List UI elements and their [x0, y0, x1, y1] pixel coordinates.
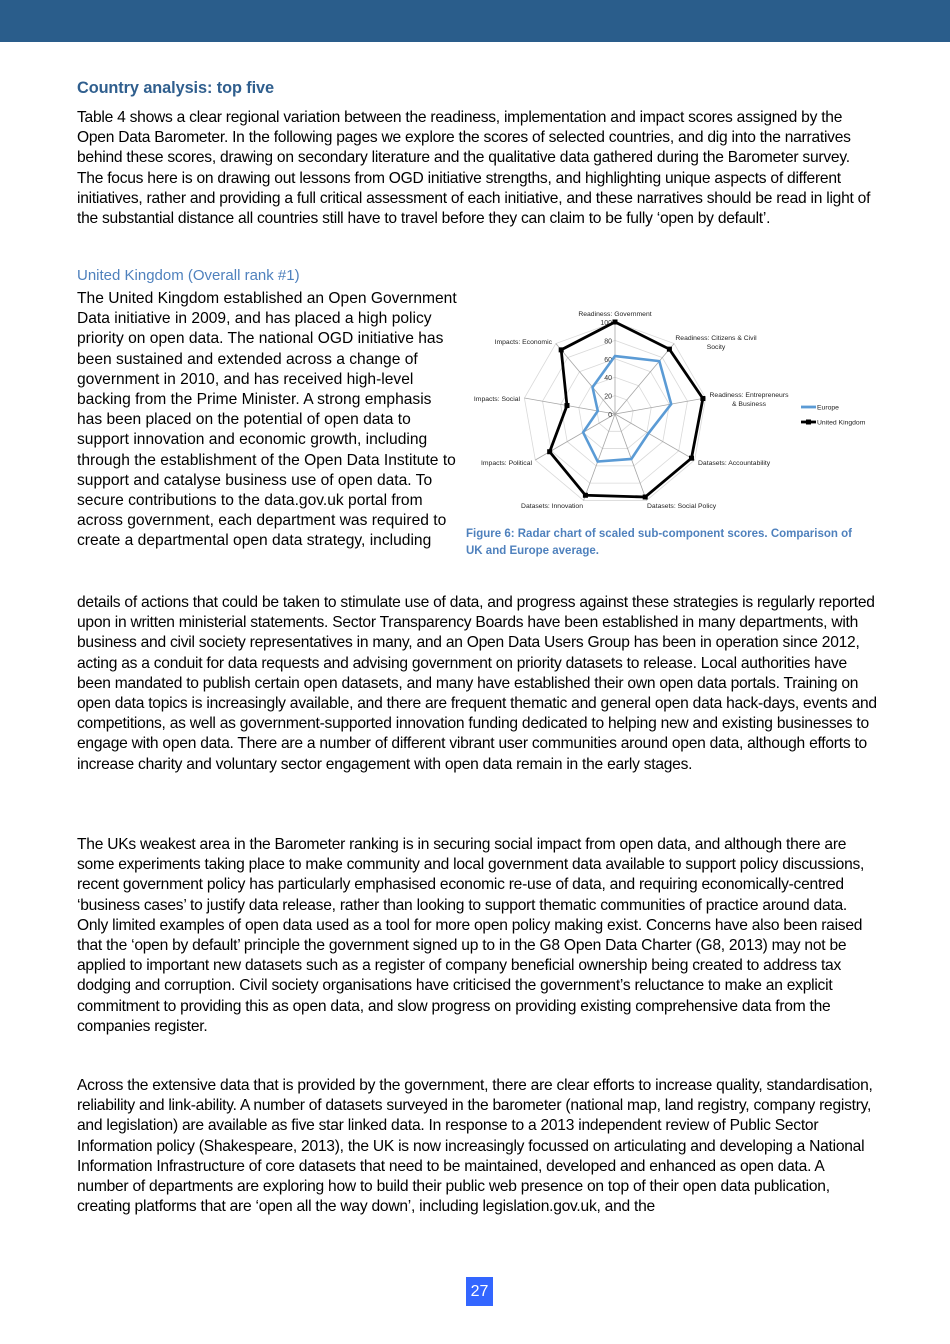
header-bar	[0, 0, 950, 42]
radial-tick-label: 100	[600, 320, 612, 327]
category-label: Impacts: Social	[473, 396, 520, 403]
category-label: Readiness: Entrepreneurs & Business	[709, 392, 789, 408]
category-label: Impacts: Political	[481, 460, 532, 467]
radar-chart	[466, 305, 872, 520]
radial-tick-label: 40	[604, 375, 612, 383]
data-marker	[700, 396, 705, 401]
uk-heading: United Kingdom (Overall rank #1)	[77, 267, 300, 284]
axis-spoke	[524, 398, 615, 414]
data-marker	[689, 456, 694, 461]
category-label: Datasets: Accountability	[698, 460, 771, 467]
category-label: Readiness: Citizens & Civil Socity	[675, 335, 757, 351]
data-marker	[559, 347, 564, 352]
data-marker	[643, 494, 648, 499]
data-marker	[547, 449, 552, 454]
category-label: Datasets: Innovation	[521, 503, 583, 510]
figure-caption: Figure 6: Radar chart of scaled sub-component scores. Comparison of UK and Europe average.	[466, 528, 852, 557]
legend-label: Europe	[817, 404, 839, 412]
radial-tick-label: 20	[604, 393, 612, 401]
radar-chart-figure	[466, 305, 872, 520]
section-title: Country analysis: top five	[77, 78, 275, 97]
radial-tick-label: 60	[604, 356, 612, 364]
legend-marker	[806, 420, 811, 425]
axis-spoke	[615, 414, 646, 500]
radial-tick-label: 80	[604, 338, 612, 346]
axis-spoke	[615, 398, 706, 414]
legend-label: United Kingdom	[817, 419, 866, 427]
category-label: Datasets: Social Policy	[647, 503, 717, 510]
uk-paragraph-1-continued: details of actions that could be taken to stimulate use of data, and progress against these strategies is regularly reported upon in written ministerial statements. Sector Transparency Boards have been established in many departments, with business and civil society representatives in many, and an Open Data Users Group has been in operation since 2012, acting as a conduit for data requests and advising government on priority datasets to release. Local authorities have been mandated to publish certain open datasets, and many have established their own open data portals. Training on open data topics is increasingly available, and there are frequent thematic and general open data hack-days, events and competitions, as well as government-supported innovation funding dedicated to helping new and existing businesses to engage with open data. There are a number of different vibrant user communities around open data, although efforts to increase charity and voluntary sector engagement with open data remain in the early stages.	[77, 594, 877, 773]
uk-paragraph-1-wrapped: The United Kingdom established an Open Government Data initiative in 2009, and has placed a high policy priority on open data. The national OGD initiative has been sustained and extended across a change of government in 2010, and has received high-level backing from the Prime Minister. A strong emphasis has been placed on the potential of open data to support innovation and economic growth, including through the establishment of the Open Data Institute to support and catalyse business use of open data. To secure contributions to the data.gov.uk portal from across government, each department was required to create a departmental open data strategy, including	[77, 290, 457, 550]
data-marker	[667, 347, 672, 352]
data-marker	[583, 493, 588, 498]
category-label: Impacts: Economic	[494, 339, 552, 346]
axis-spoke	[615, 414, 695, 460]
data-marker	[564, 403, 569, 408]
data-marker	[613, 320, 618, 325]
uk-paragraph-2: The UKs weakest area in the Barometer ranking is in securing social impact from open data, and although there are some experiments taking place to make community and local government data available to support policy discussions, recent government policy has particularly emphasised economic re-use of data, and requiring economically-centred ‘business cases’ to justify data release, rather than looking to support thematic communities of practice around data. Only limited examples of open data used as a tool for more open policy making exist. Concerns have also been raised that the ‘open by default’ principle the government signed up to in the G8 Open Data Charter (G8, 2013) may not be applied to important new datasets such as a register of company beneficial ownership being created to address tax dodging and corruption. Civil society organisations have criticised the government’s reluctance to make an explicit commitment to providing this as open data, and slow progress on providing existing comprehensive data from the companies register.	[77, 836, 865, 1035]
intro-paragraph: Table 4 shows a clear regional variation between the readiness, implementation and impact scores assigned by the Open Data Barometer. In the following pages we explore the scores of selected countries, and dig into the narratives behind these scores, drawing on secondary literature and the qualitative data gathered during the Barometer survey. The focus here is on drawing out lessons from OGD initiative strengths, and highlighting unique aspects of different initiatives, rather and providing a full critical assessment of each initiative, and these narratives should be read in light of the substantial distance all countries still have to travel before they can claim to be fully ‘open by default’.	[77, 109, 871, 228]
category-label: Readiness: Government	[578, 311, 652, 318]
page-number: 27	[466, 1277, 493, 1306]
series-united-kingdom	[550, 322, 703, 497]
radial-tick-label: 0	[608, 412, 612, 419]
uk-paragraph-3: Across the extensive data that is provided by the government, there are clear efforts to increase quality, standardisation, reliability and link-ability. A number of datasets surveyed in the barometer (national map, land registry, company registry, and legislation) are available as five star linked data. In response to a 2013 independent review of Public Sector Information policy (Shakespeare, 2013), the UK is now increasingly focussed on articulating and developing a National Information Infrastructure of core datasets that need to be maintained, developed and enhanced as open data. A number of departments are exploring how to build their public web presence on top of their open data publication, creating platforms that are ‘open all the way down’, including legislation.gov.uk, and the	[77, 1077, 873, 1216]
